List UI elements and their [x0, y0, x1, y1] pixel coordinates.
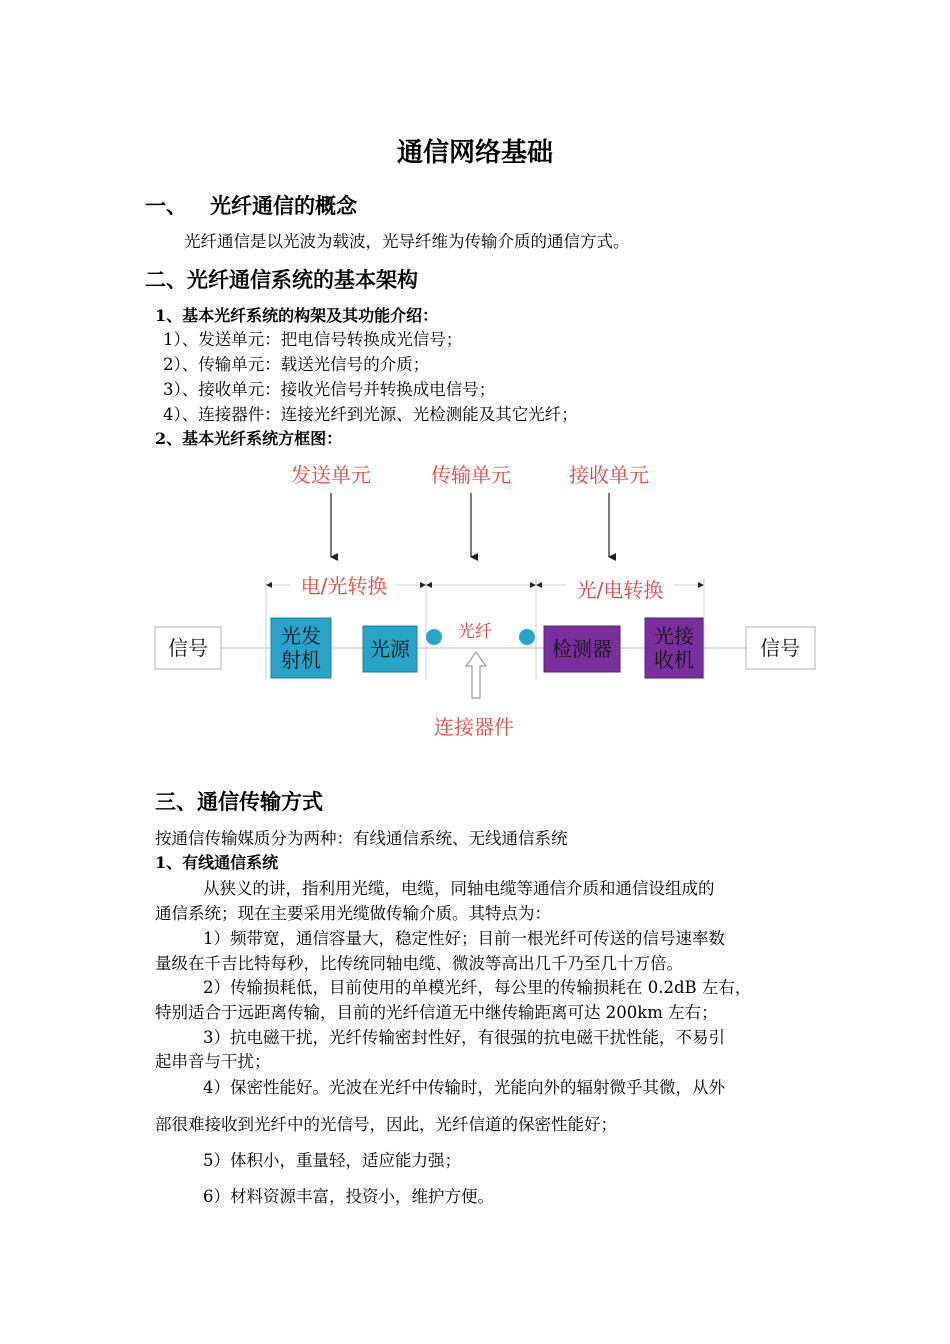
signal-right-label: 信号	[760, 636, 800, 660]
list-item: 2）、传输单元：载送光信号的介质；	[163, 355, 430, 374]
label-transmission-unit: 传输单元	[431, 463, 511, 487]
paragraph-line: 起串音与干扰；	[155, 1052, 271, 1071]
section2-sub2: 2、基本光纤系统方框图：	[155, 429, 343, 448]
section1-text: 光纤通信是以光波为载波，光导纤维为传输介质的通信方式。	[184, 232, 630, 251]
page-title: 通信网络基础	[396, 138, 553, 168]
optical-transmitter-label-2: 射机	[281, 648, 321, 672]
paragraph-line: 1）频带宽，通信容量大，稳定性好；目前一根光纤可传送的信号速率数	[203, 929, 725, 948]
section3-sub1: 1、有线通信系统	[155, 853, 279, 872]
section1-heading-number: 一、	[145, 194, 187, 218]
optical-transmitter-label-1: 光发	[281, 624, 321, 648]
list-item: 1）、发送单元：把电信号转换成光信号；	[163, 330, 463, 349]
paragraph-line: 6）材料资源丰富，投资小，维护方便。	[203, 1187, 494, 1206]
paragraph-line: 量级在千吉比特每秒，比传统同轴电缆、微波等高出几千乃至几十万倍。	[155, 954, 683, 973]
paragraph-line: 部很难接收到光纤中的光信号，因此，光纤信道的保密性能好；	[155, 1115, 617, 1134]
connector-up-arrow	[466, 652, 486, 698]
section1-heading: 光纤通信的概念	[210, 194, 357, 218]
light-source-label: 光源	[370, 637, 410, 661]
paragraph-line: 3）抗电磁干扰，光纤传输密封性好，有很强的抗电磁干扰性能，不易引	[203, 1028, 725, 1047]
paragraph-line: 5）体积小，重量轻，适应能力强；	[203, 1151, 461, 1170]
label-eo-conversion: 电/光转换	[300, 574, 388, 598]
signal-left-label: 信号	[168, 636, 208, 660]
connector-dot-left	[426, 629, 442, 645]
paragraph-line: 特别适合于远距离传输，目前的光纤信道无中继传输距离可达 200km 左右；	[155, 1003, 718, 1022]
paragraph-line: 通信系统；现在主要采用光缆做传输介质。其特点为：	[155, 904, 551, 923]
detector-label: 检测器	[552, 637, 612, 661]
label-connector: 连接器件	[434, 715, 514, 739]
label-oe-conversion: 光/电转换	[576, 578, 664, 602]
paragraph-line: 4）保密性能好。光波在光纤中传输时，光能向外的辐射微乎其微，从外	[203, 1078, 725, 1097]
section3-intro: 按通信传输媒质分为两种：有线通信系统、无线通信系统	[155, 829, 568, 848]
list-item: 3）、接收单元：接收光信号并转换成电信号；	[163, 380, 496, 399]
label-receive-unit: 接收单元	[569, 463, 649, 487]
list-item: 4）、连接器件：连接光纤到光源、光检测能及其它光纤；	[163, 405, 578, 424]
paragraph-line: 2）传输损耗低，目前使用的单模光纤，每公里的传输损耗在 0.2dB 左右，	[203, 978, 752, 997]
section2-heading: 二、光纤通信系统的基本架构	[145, 268, 418, 292]
section3-heading: 三、通信传输方式	[155, 790, 323, 814]
label-fiber: 光纤	[458, 622, 492, 642]
section2-sub1: 1、基本光纤系统的构架及其功能介绍：	[155, 306, 439, 325]
optical-receiver-label-1: 光接	[654, 624, 694, 648]
optical-receiver-label-2: 收机	[654, 648, 694, 672]
paragraph-line: 从狭义的讲，指利用光缆，电缆，同轴电缆等通信介质和通信设组成的	[203, 879, 715, 898]
label-transmit-unit: 发送单元	[291, 463, 371, 487]
connector-dot-right	[519, 629, 535, 645]
